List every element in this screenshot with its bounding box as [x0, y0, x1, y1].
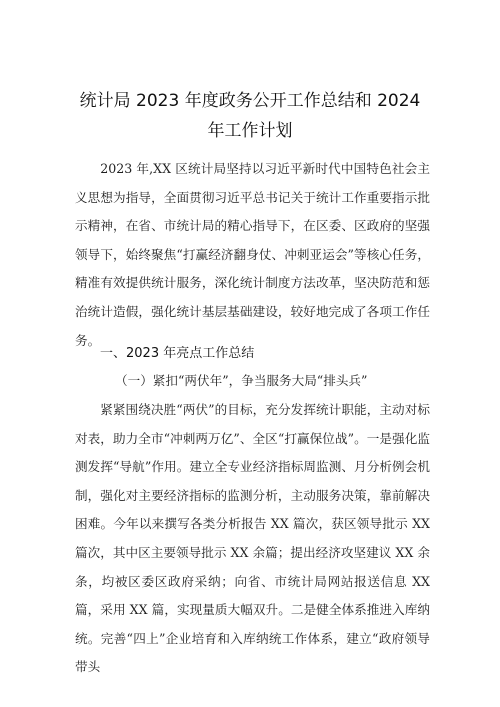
section-heading: 一、2023 年亮点工作总结: [100, 346, 255, 361]
document-title-line-2: 年工作计划: [207, 121, 293, 141]
intro-paragraph: 2023 年,XX 区统计局坚持以习近平新时代中国特色社会主义思想为指导，全面贯彻习近平总书记关于统计工作重要指示批示精神，在省、市统计局的精心指导下，在区委、区政府的坚强领导下，始终聚焦“打赢经济翻身仗、冲刺亚运会”等核心任务，精准有效提供统计服务，深化统计制度方法改革，坚决防范和惩治统计造假，强化统计基层基础建设，较好地完成了各项工作任务。: [75, 161, 430, 348]
document-title-line-1: 统计局 2023 年度政务公开工作总结和 2024: [79, 91, 421, 111]
subsection-heading: （一）紧扣“两伏年”，争当服务大局“排头兵”: [115, 373, 368, 388]
body-paragraph: 紧紧围绕决胜“两伏”的目标，充分发挥统计职能，主动对标对表，助力全市“冲刺两万亿”、全区“打赢保位战”。一是强化监测发挥“导航”作用。建立全专业经济指标周监测、月分析例会机制，强化对主要经济指标的监测分析，主动服务决策，靠前解决困难。今年以来撰写各类分析报告 XX 篇次，获区领导批示 XX 篇次，其中区主要领导批示 XX 余篇；提出经济攻坚建议 XX 余条，均被区委区政府采纳；向省、市统计局网站报送信息 XX 篇，采用 XX 篇，实现量质大幅双升。二是健全体系推进入库纳统。完善“四上”企业培育和入库纳统工作体系，建立“政府领导带头: [75, 402, 430, 675]
